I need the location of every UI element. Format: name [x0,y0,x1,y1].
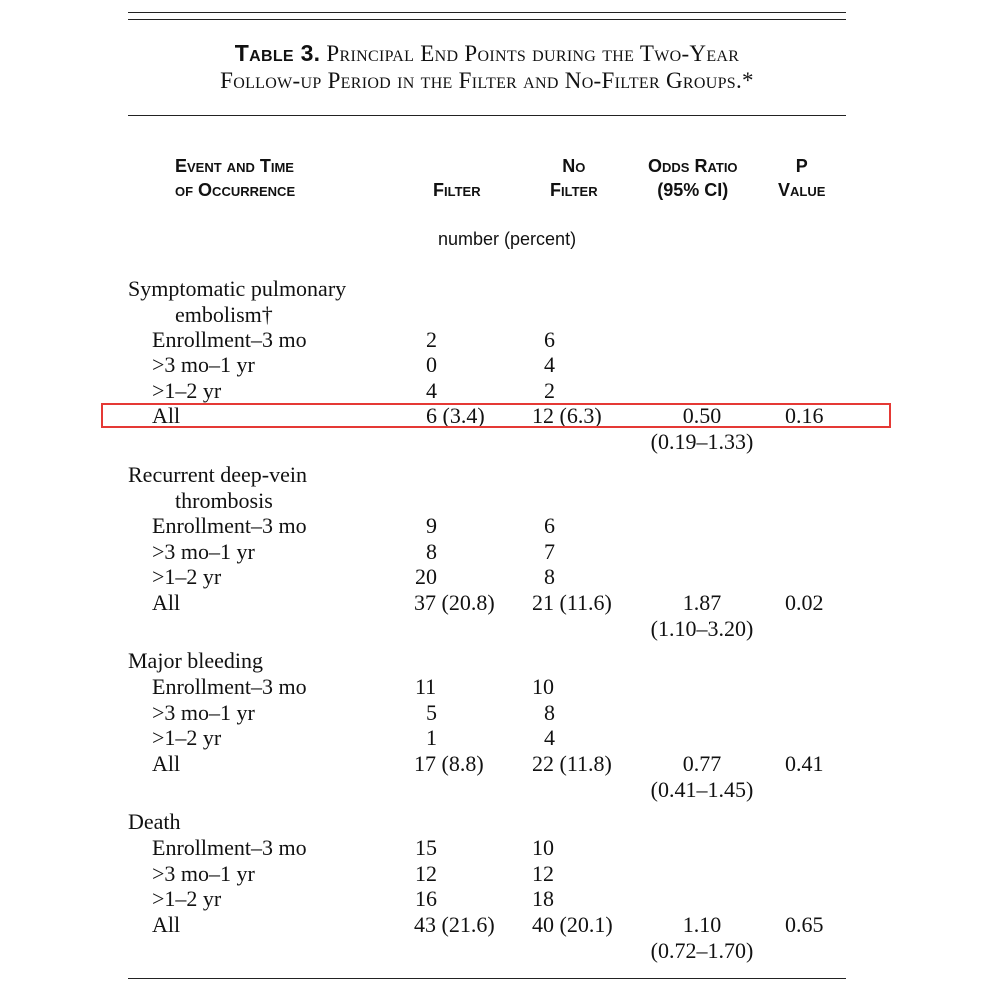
group-title: Recurrent deep-vein [128,462,307,487]
cell-filter: 20 [415,564,437,589]
cell-filter: 17 (8.8) [414,751,484,776]
cell-odds-ratio: 0.77 [682,751,722,776]
group-title: Symptomatic pulmonary [128,276,347,301]
row-label: Enrollment–3 mo [152,513,307,538]
row-label: >3 mo–1 yr [152,700,255,725]
cell-no-filter: 8 [544,700,555,725]
row-label: >1–2 yr [152,886,222,911]
header-odds-ratio: Odds Ratio (95% CI) [648,156,738,200]
cell-filter: 11 [415,674,437,699]
cell-filter: 43 (21.6) [414,912,495,937]
cell-no-filter: 8 [544,564,555,589]
table-title-line2: Follow-up Period in the Filter and No-Filter Groups.* [220,68,754,93]
cell-no-filter: 40 (20.1) [532,912,613,937]
cell-filter: 4 [426,378,437,403]
cell-ci: (0.72–1.70) [650,938,754,963]
row-label: All [152,912,181,937]
cell-filter: 16 [415,886,437,911]
row-label: All [152,403,181,428]
row-label: Enrollment–3 mo [152,674,307,699]
cell-no-filter: 18 [532,886,554,911]
row-label: >3 mo–1 yr [152,861,255,886]
cell-filter: 37 (20.8) [414,590,495,615]
cell-no-filter: 6 [544,327,555,352]
cell-p-value: 0.41 [785,751,824,776]
table-title-text: Principal End Points during the Two-Year [326,41,740,66]
cell-no-filter: 21 (11.6) [532,590,612,615]
cell-filter: 2 [426,327,437,352]
cell-ci: (0.41–1.45) [650,777,754,802]
cell-filter: 5 [426,700,437,725]
row-label: All [152,751,181,776]
units-label: number (percent) [438,229,577,249]
header-p-value: P Value [778,156,826,200]
cell-filter: 9 [426,513,437,538]
table-label: Table 3. [234,40,321,66]
title-rule [128,115,846,116]
group-title: Death [128,809,181,834]
row-highlight-box [101,403,891,428]
group-title: Major bleeding [128,648,264,673]
cell-no-filter: 10 [532,674,554,699]
row-label: Enrollment–3 mo [152,327,307,352]
cell-no-filter: 7 [544,539,555,564]
cell-p-value: 0.65 [785,912,824,937]
row-label: All [152,590,181,615]
row-label: Enrollment–3 mo [152,835,307,860]
cell-odds-ratio: 1.10 [682,912,722,937]
row-label: >3 mo–1 yr [152,539,255,564]
top-rule-2 [128,19,846,20]
cell-no-filter: 12 [532,861,554,886]
row-label: >3 mo–1 yr [152,352,255,377]
cell-ci: (1.10–3.20) [650,616,754,641]
table-title-line1 [128,40,846,67]
cell-no-filter: 4 [544,352,555,377]
cell-p-value: 0.02 [785,590,824,615]
group-title-cont: embolism† [175,302,273,327]
cell-filter: 12 [415,861,437,886]
cell-no-filter: 6 [544,513,555,538]
row-label: >1–2 yr [152,564,222,589]
cell-no-filter: 22 (11.8) [532,751,612,776]
top-rule-1 [128,12,846,13]
cell-no-filter: 12 (6.3) [532,403,602,428]
cell-odds-ratio: 0.50 [682,403,722,428]
group-title-cont: thrombosis [175,488,273,513]
header-no-filter: No Filter [550,156,598,200]
row-label: >1–2 yr [152,725,222,750]
cell-filter: 15 [415,835,437,860]
cell-filter: 8 [426,539,437,564]
bottom-rule [128,978,846,979]
cell-no-filter: 4 [544,725,555,750]
cell-odds-ratio: 1.87 [682,590,722,615]
cell-filter: 0 [426,352,437,377]
row-label: >1–2 yr [152,378,222,403]
cell-filter: 6 (3.4) [426,403,485,428]
cell-no-filter: 2 [544,378,555,403]
cell-ci: (0.19–1.33) [650,429,754,454]
header-filter: Filter [433,180,481,200]
cell-no-filter: 10 [532,835,554,860]
header-event: Event and Time of Occurrence [175,156,296,200]
cell-p-value: 0.16 [785,403,824,428]
cell-filter: 1 [426,725,437,750]
